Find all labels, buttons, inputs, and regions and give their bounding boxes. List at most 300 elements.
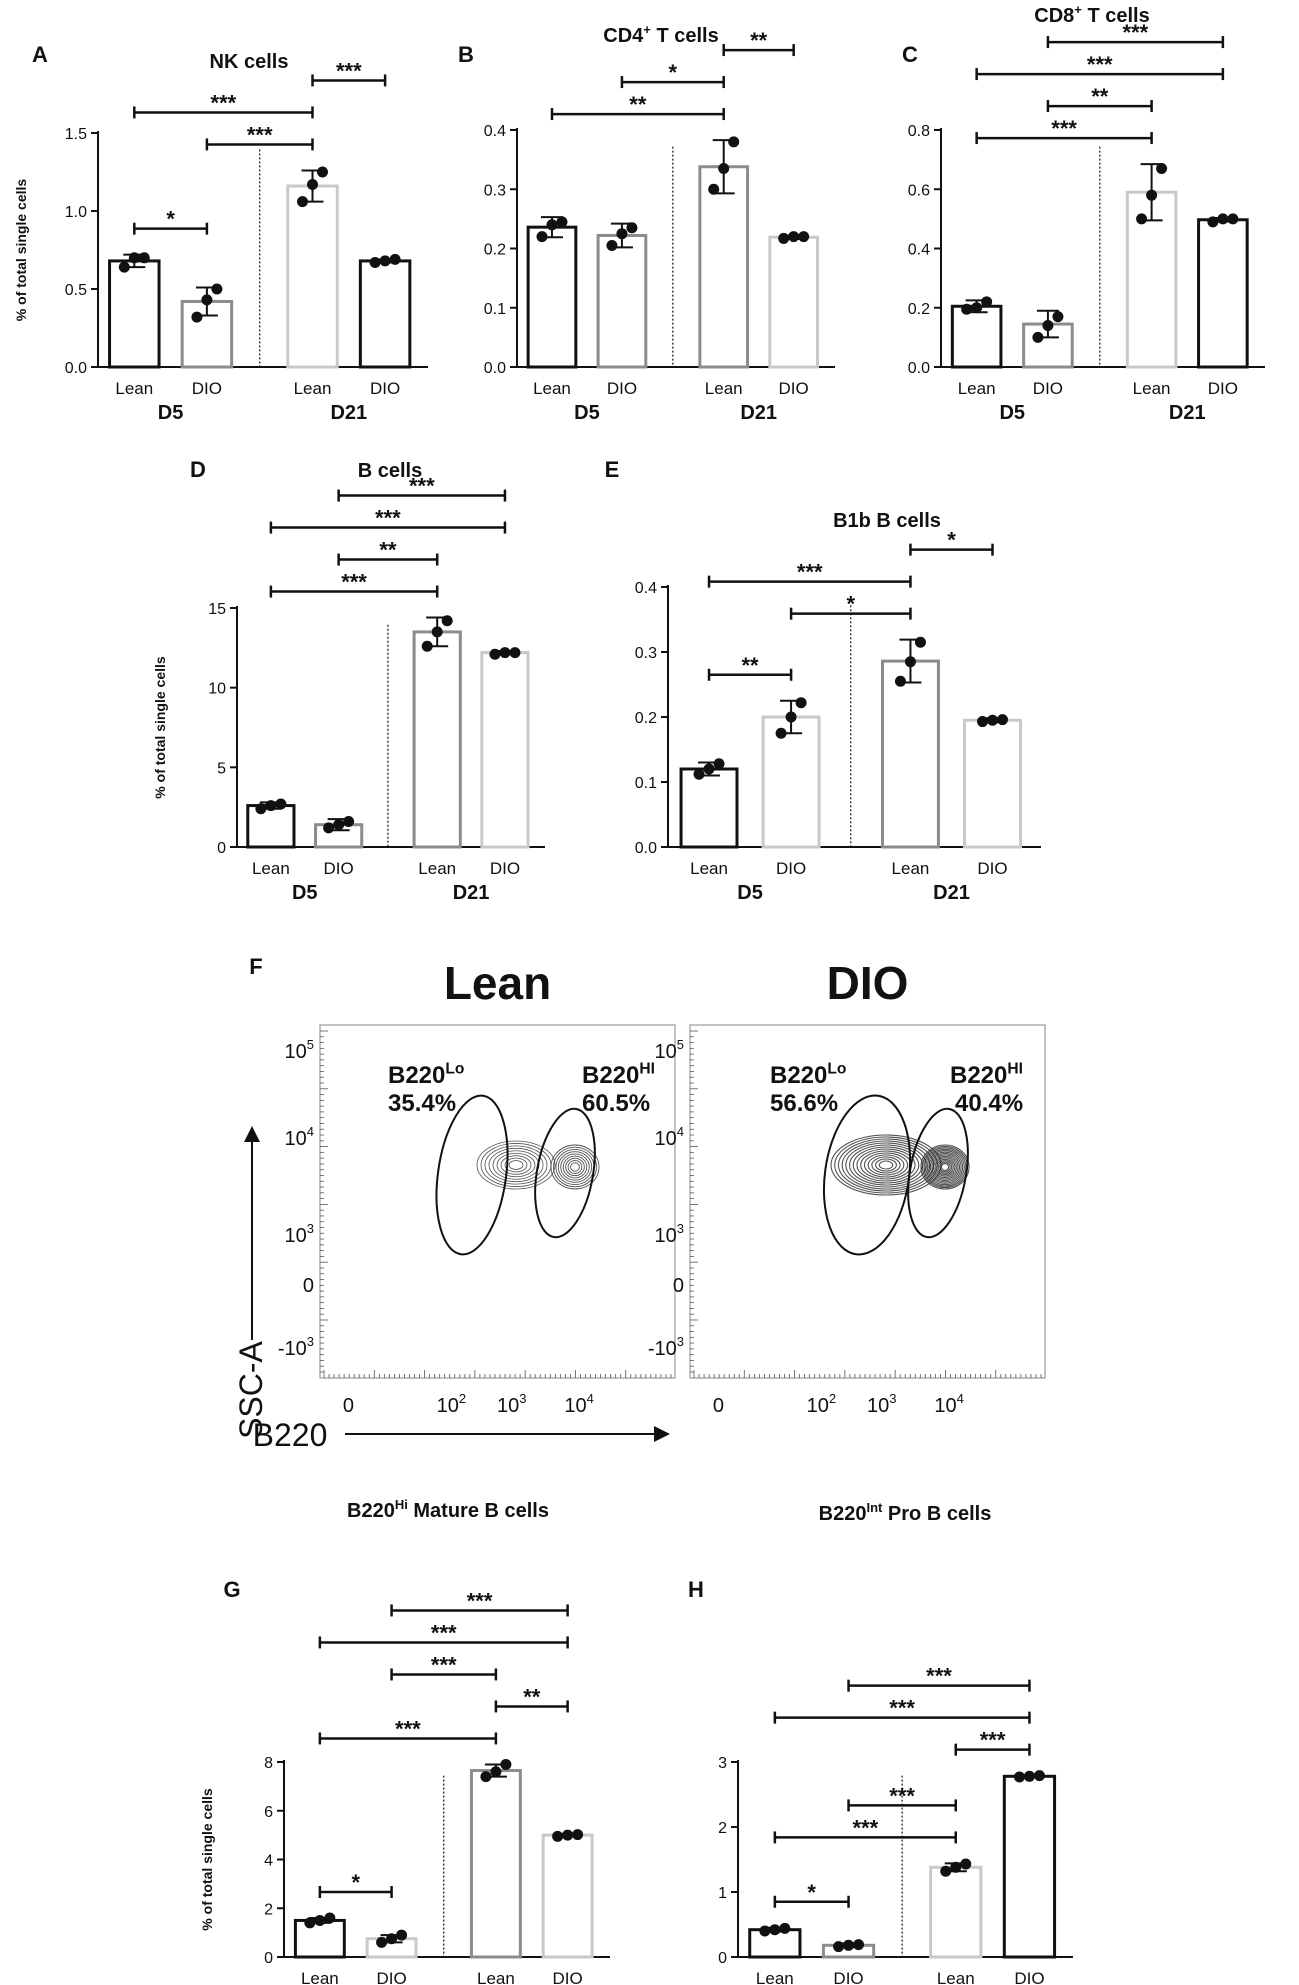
- data-point: [333, 819, 344, 830]
- significance-label: ***: [341, 569, 367, 595]
- y-tick-label: 2: [264, 1901, 273, 1919]
- data-point: [714, 758, 725, 769]
- y-tick-label: 10: [208, 680, 226, 698]
- data-point: [119, 262, 130, 273]
- data-point: [704, 764, 715, 775]
- panel-f-flow-cytometry: [233, 954, 1045, 1453]
- chart-title-g-base: B220: [347, 1500, 395, 1522]
- bar: [288, 186, 338, 367]
- bar: [763, 717, 819, 847]
- flow-plot-title: DIO: [826, 957, 909, 1009]
- b220-arrow-head: [654, 1426, 670, 1442]
- x-tick-label: DIO: [323, 859, 354, 878]
- x-tick-label: DIO: [376, 1969, 407, 1985]
- data-point: [960, 1859, 971, 1870]
- data-point: [499, 647, 510, 658]
- panel-letter-c: C: [902, 42, 918, 67]
- significance-label: **: [750, 28, 768, 54]
- flow-x-tick-label: [867, 1391, 896, 1417]
- flow-y-tick-label: [303, 1275, 314, 1297]
- chart-title-c-base: CD8: [1034, 5, 1075, 27]
- y-tick-label: 4: [264, 1852, 273, 1870]
- data-point: [317, 167, 328, 178]
- bar: [110, 261, 160, 367]
- data-point: [255, 803, 266, 814]
- x-tick-label: Lean: [755, 1969, 794, 1985]
- bar: [931, 1867, 981, 1957]
- x-tick-label: Lean: [1132, 379, 1171, 398]
- flow-tick-exp: 3: [889, 1391, 897, 1406]
- data-point: [833, 1941, 844, 1952]
- y-tick-label: 0.2: [634, 710, 657, 727]
- data-point: [546, 219, 557, 230]
- significance-label: ***: [979, 1727, 1006, 1753]
- data-point: [708, 184, 719, 195]
- data-point: [788, 231, 799, 242]
- x-tick-label: Lean: [690, 859, 728, 878]
- group-label-d21: D21: [740, 402, 778, 424]
- x-tick-label: Lean: [891, 859, 930, 878]
- x-tick-label: DIO: [552, 1969, 583, 1985]
- significance-label: **: [1091, 84, 1109, 110]
- y-tick-label: 0.0: [483, 360, 506, 377]
- chart-title-g-sup: Hi: [394, 1497, 408, 1512]
- y-tick-label: 0.2: [907, 300, 930, 318]
- flow-x-tick-label: [564, 1391, 593, 1417]
- flow-tick-base: 10: [806, 1395, 829, 1417]
- flow-tick-exp: 3: [676, 1334, 684, 1349]
- data-point: [1052, 311, 1063, 322]
- significance-label: ***: [375, 505, 401, 531]
- data-point: [728, 136, 739, 147]
- bar: [965, 720, 1021, 847]
- bar: [952, 306, 1001, 367]
- flow-x-tick-label: [713, 1395, 724, 1417]
- gate-label-hi-sup: HI: [639, 1060, 655, 1078]
- significance-label: ***: [926, 1663, 952, 1689]
- significance-label: **: [523, 1684, 541, 1710]
- data-point: [489, 649, 500, 660]
- data-point: [509, 647, 520, 658]
- chart-title-h-rest: Pro B cells: [882, 1503, 992, 1525]
- data-point: [759, 1926, 770, 1937]
- chart-title-d: B cells: [357, 460, 423, 482]
- data-point: [971, 302, 982, 313]
- significance-label: ***: [889, 1783, 915, 1809]
- significance-label: ***: [395, 1716, 421, 1742]
- data-point: [950, 1862, 961, 1873]
- bar: [882, 661, 938, 847]
- flow-x-tick-label: [343, 1395, 354, 1417]
- data-point: [386, 1933, 397, 1944]
- chart-title-e: B1b B cells: [833, 510, 941, 532]
- flow-tick-base: 10: [284, 1128, 307, 1150]
- data-point: [1024, 1771, 1035, 1782]
- significance-label: ***: [1122, 20, 1149, 46]
- ssc-axis-label: SSC-A: [233, 1341, 269, 1439]
- data-point: [778, 233, 789, 244]
- x-tick-label: DIO: [833, 1969, 864, 1985]
- significance-label: ***: [210, 90, 237, 116]
- flow-tick-base: 10: [934, 1395, 957, 1417]
- gate-value-hi: 40.4%: [955, 1090, 1024, 1117]
- flow-tick-base: 10: [284, 1041, 307, 1063]
- gate-label-lo-base: B220: [388, 1062, 446, 1089]
- flow-tick-exp: 2: [458, 1391, 467, 1406]
- x-tick-label: DIO: [1032, 379, 1064, 398]
- data-point: [432, 626, 443, 637]
- chart-title-b: [603, 22, 718, 47]
- significance-label: **: [741, 652, 759, 678]
- y-tick-label: 0.4: [483, 123, 506, 140]
- data-point: [380, 255, 391, 266]
- chart-title-h: [819, 1500, 992, 1525]
- y-tick-label: 0.0: [907, 360, 930, 377]
- y-tick-label: 6: [264, 1803, 273, 1821]
- data-point: [370, 257, 381, 268]
- significance-label: *: [846, 591, 856, 617]
- x-tick-label: DIO: [775, 859, 807, 878]
- panel-letter-e: E: [604, 457, 620, 482]
- y-tick-label: 0.8: [907, 123, 930, 140]
- flow-tick-base: 0: [342, 1395, 354, 1417]
- flow-x-tick-label: [934, 1391, 963, 1417]
- data-point: [390, 254, 401, 265]
- panel-letter-a: A: [32, 42, 48, 67]
- group-label-d5: D5: [737, 882, 763, 904]
- significance-label: ***: [430, 1652, 457, 1678]
- panel-letter-f: F: [249, 954, 263, 979]
- significance-label: ***: [408, 473, 435, 499]
- significance-label: *: [668, 60, 678, 86]
- gate-value-hi: 60.5%: [582, 1090, 651, 1117]
- x-tick-label: Lean: [704, 379, 743, 398]
- data-point: [776, 728, 787, 739]
- data-point: [1217, 213, 1228, 224]
- y-tick-label: 0: [718, 1950, 727, 1967]
- chart-title-g: [347, 1497, 549, 1522]
- data-point: [376, 1937, 387, 1948]
- data-point: [997, 714, 1008, 725]
- y-tick-label: 5: [217, 760, 226, 778]
- panel-e: [605, 457, 1041, 904]
- chart-title-h-sup: Int: [866, 1500, 883, 1515]
- data-point: [129, 252, 140, 263]
- data-point: [843, 1940, 854, 1951]
- flow-tick-base: 10: [866, 1395, 890, 1417]
- flow-tick-exp: 3: [306, 1221, 314, 1236]
- panel-g: [199, 1497, 610, 1985]
- ssc-arrow-head: [244, 1126, 260, 1142]
- x-tick-label: Lean: [533, 379, 571, 398]
- data-point: [786, 712, 797, 723]
- b220-axis-label: B220: [252, 1417, 328, 1453]
- significance-label: ***: [889, 1695, 915, 1721]
- panel-b: [458, 22, 835, 424]
- x-tick-label: DIO: [606, 379, 638, 398]
- data-point: [1032, 332, 1043, 343]
- flow-y-tick-label: [655, 1124, 684, 1150]
- data-point: [1042, 320, 1053, 331]
- significance-label: ***: [852, 1815, 879, 1841]
- data-point: [1207, 216, 1218, 227]
- bar: [482, 653, 528, 847]
- flow-tick-base: 0: [302, 1275, 314, 1297]
- significance-label: ***: [1086, 52, 1113, 78]
- flow-tick-base: 10: [654, 1225, 677, 1247]
- panel-letter-g: G: [223, 1577, 241, 1602]
- group-label-d5: D5: [291, 882, 318, 904]
- flow-tick-base: -10: [277, 1338, 307, 1360]
- data-point: [961, 304, 972, 315]
- bar: [1199, 220, 1248, 367]
- bar: [360, 261, 410, 367]
- flow-tick-base: 0: [712, 1395, 724, 1417]
- data-point: [1014, 1771, 1025, 1782]
- x-tick-label: Lean: [936, 1969, 975, 1985]
- flow-tick-exp: 4: [676, 1124, 684, 1139]
- gate-label-hi-sup: HI: [1007, 1060, 1023, 1078]
- gate-label-lo-base: B220: [770, 1062, 828, 1089]
- data-point: [1227, 213, 1238, 224]
- data-point: [616, 228, 627, 239]
- x-tick-label: Lean: [418, 859, 457, 878]
- x-tick-label: DIO: [1207, 379, 1238, 398]
- flow-x-tick-label: [497, 1391, 526, 1417]
- y-axis-label: % of total single cells: [199, 1788, 215, 1931]
- y-tick-label: 1.0: [64, 204, 87, 221]
- bar: [700, 167, 748, 367]
- bar: [681, 769, 737, 847]
- flow-y-tick-label: [673, 1275, 684, 1297]
- data-point: [694, 769, 705, 780]
- x-tick-label: Lean: [293, 379, 332, 398]
- data-point: [779, 1923, 790, 1934]
- significance-label: **: [629, 92, 647, 118]
- panel-letter-b: B: [458, 42, 474, 67]
- x-tick-label: Lean: [115, 379, 154, 398]
- flow-tick-exp: 5: [676, 1037, 684, 1052]
- data-point: [191, 312, 202, 323]
- flow-y-tick-label: [655, 1037, 684, 1063]
- data-point: [304, 1917, 315, 1928]
- flow-y-tick-label: [285, 1221, 314, 1247]
- flow-y-tick-label: [285, 1124, 314, 1150]
- group-label-d21: D21: [452, 882, 490, 904]
- flow-tick-exp: 3: [306, 1334, 314, 1349]
- y-tick-label: 0.5: [64, 282, 87, 299]
- x-tick-label: DIO: [778, 379, 809, 398]
- panel-c: [902, 2, 1265, 424]
- bar: [1004, 1776, 1054, 1957]
- significance-label: *: [351, 1870, 361, 1895]
- chart-title-c-sup: +: [1074, 2, 1082, 17]
- y-tick-label: 1: [718, 1885, 727, 1902]
- data-point: [718, 163, 729, 174]
- x-tick-label: DIO: [977, 859, 1008, 878]
- data-point: [480, 1771, 491, 1782]
- bar: [248, 806, 294, 847]
- data-point: [769, 1924, 780, 1935]
- y-axis-label: % of total single cells: [13, 178, 29, 322]
- data-point: [324, 1913, 335, 1924]
- data-point: [442, 615, 453, 626]
- flow-tick-exp: 4: [306, 1124, 314, 1139]
- y-tick-label: 0: [217, 840, 226, 857]
- y-tick-label: 0: [264, 1950, 273, 1967]
- y-tick-label: 0.0: [64, 360, 87, 377]
- data-point: [1034, 1770, 1045, 1781]
- chart-title-b-rest: T cells: [650, 25, 719, 47]
- chart-title-b-sup: +: [643, 22, 651, 37]
- data-point: [201, 294, 212, 305]
- data-point: [987, 715, 998, 726]
- flow-y-tick-label: [278, 1334, 314, 1360]
- group-label-d21: D21: [933, 882, 970, 904]
- flow-x-tick-label: [807, 1391, 836, 1417]
- x-tick-label: Lean: [300, 1969, 339, 1985]
- significance-label: ***: [1051, 116, 1077, 142]
- gate-label-hi-base: B220: [582, 1062, 640, 1089]
- data-point: [139, 252, 150, 263]
- y-tick-label: 0.1: [483, 300, 506, 318]
- data-point: [323, 822, 334, 833]
- significance-label: *: [807, 1879, 816, 1905]
- significance-label: ***: [796, 559, 823, 585]
- significance-label: *: [947, 527, 956, 553]
- significance-label: ***: [466, 1588, 493, 1614]
- bar: [770, 237, 818, 367]
- y-tick-label: 1.5: [64, 126, 87, 143]
- gate-value-lo: 56.6%: [770, 1090, 839, 1117]
- data-point: [915, 637, 926, 648]
- x-tick-label: DIO: [1014, 1969, 1045, 1985]
- data-point: [572, 1829, 583, 1840]
- flow-tick-exp: 5: [306, 1037, 314, 1052]
- flow-tick-exp: 4: [586, 1391, 594, 1406]
- gate-value-lo: 35.4%: [388, 1090, 457, 1117]
- data-point: [275, 798, 286, 809]
- data-point: [940, 1866, 951, 1877]
- data-point: [626, 222, 637, 233]
- x-tick-label: DIO: [191, 379, 223, 398]
- group-label-d21: D21: [1168, 402, 1206, 424]
- y-tick-label: 3: [718, 1755, 727, 1772]
- bar: [414, 632, 460, 847]
- flow-tick-exp: 3: [676, 1221, 684, 1236]
- panel-a: [13, 42, 428, 424]
- y-tick-label: 2: [718, 1820, 727, 1837]
- data-point: [490, 1766, 501, 1777]
- flow-tick-base: 10: [654, 1041, 677, 1063]
- y-tick-label: 0.0: [634, 840, 657, 857]
- bar: [528, 227, 576, 367]
- x-tick-label: DIO: [369, 379, 401, 398]
- flow-tick-base: 0: [672, 1275, 684, 1297]
- gate-label-lo-sup: Lo: [445, 1060, 465, 1078]
- flow-tick-base: 10: [436, 1395, 459, 1417]
- data-point: [895, 676, 906, 687]
- y-tick-label: 0.4: [634, 580, 657, 597]
- y-tick-label: 8: [264, 1755, 273, 1772]
- flow-y-tick-label: [285, 1037, 314, 1063]
- chart-title-a: NK cells: [209, 51, 289, 73]
- bar: [598, 235, 646, 367]
- flow-tick-base: 10: [284, 1225, 307, 1247]
- data-point: [977, 716, 988, 727]
- panel-letter-h: H: [688, 1577, 704, 1602]
- x-tick-label: Lean: [476, 1969, 515, 1985]
- significance-label: ***: [246, 122, 273, 148]
- gate-label-lo-sup: Lo: [827, 1060, 847, 1078]
- panel-letter-d: D: [190, 457, 206, 482]
- chart-title-g-rest: Mature B cells: [407, 1500, 549, 1522]
- flow-tick-base: -10: [647, 1338, 677, 1360]
- significance-label: *: [166, 206, 175, 232]
- chart-title-h-base: B220: [818, 1503, 867, 1525]
- significance-label: **: [379, 537, 397, 563]
- data-point: [556, 216, 567, 227]
- bar: [543, 1835, 592, 1957]
- flow-tick-base: 10: [496, 1395, 520, 1417]
- y-tick-label: 0.2: [483, 241, 506, 259]
- y-axis-label: % of total single cells: [152, 656, 168, 799]
- bar: [471, 1771, 520, 1957]
- data-point: [905, 656, 916, 667]
- data-point: [562, 1830, 573, 1841]
- chart-title-c-rest: T cells: [1081, 5, 1150, 27]
- data-point: [796, 697, 807, 708]
- flow-tick-exp: 3: [519, 1391, 527, 1406]
- panel-d: [152, 457, 545, 904]
- flow-tick-base: 10: [654, 1128, 677, 1150]
- x-tick-label: Lean: [251, 859, 290, 878]
- y-tick-label: 0.1: [634, 775, 657, 792]
- y-tick-label: 0.6: [907, 182, 930, 200]
- data-point: [798, 231, 809, 242]
- chart-title-b-base: CD4: [603, 25, 644, 47]
- x-tick-label: DIO: [489, 859, 521, 878]
- data-point: [853, 1939, 864, 1950]
- data-point: [552, 1831, 563, 1842]
- significance-label: ***: [430, 1620, 457, 1646]
- flow-tick-base: 10: [564, 1395, 587, 1417]
- data-point: [1146, 190, 1157, 201]
- panel-h: [688, 1500, 1073, 1985]
- data-point: [1136, 213, 1147, 224]
- group-label-d5: D5: [574, 402, 600, 424]
- flow-tick-exp: 2: [828, 1391, 837, 1406]
- data-point: [314, 1915, 325, 1926]
- group-label-d21: D21: [330, 402, 368, 424]
- data-point: [211, 284, 222, 295]
- data-point: [1156, 163, 1167, 174]
- flow-x-tick-label: [437, 1391, 466, 1417]
- data-point: [536, 231, 547, 242]
- y-tick-label: 0.3: [483, 182, 506, 200]
- group-label-d5: D5: [157, 402, 184, 424]
- data-point: [606, 240, 617, 251]
- flow-y-tick-label: [648, 1334, 684, 1360]
- group-label-d5: D5: [999, 402, 1026, 424]
- data-point: [422, 641, 433, 652]
- flow-y-tick-label: [655, 1221, 684, 1247]
- y-tick-label: 0.3: [634, 645, 657, 662]
- data-point: [307, 179, 318, 190]
- data-point: [297, 196, 308, 207]
- gate-label-hi-base: B220: [950, 1062, 1008, 1089]
- flow-plot-title: Lean: [443, 957, 552, 1009]
